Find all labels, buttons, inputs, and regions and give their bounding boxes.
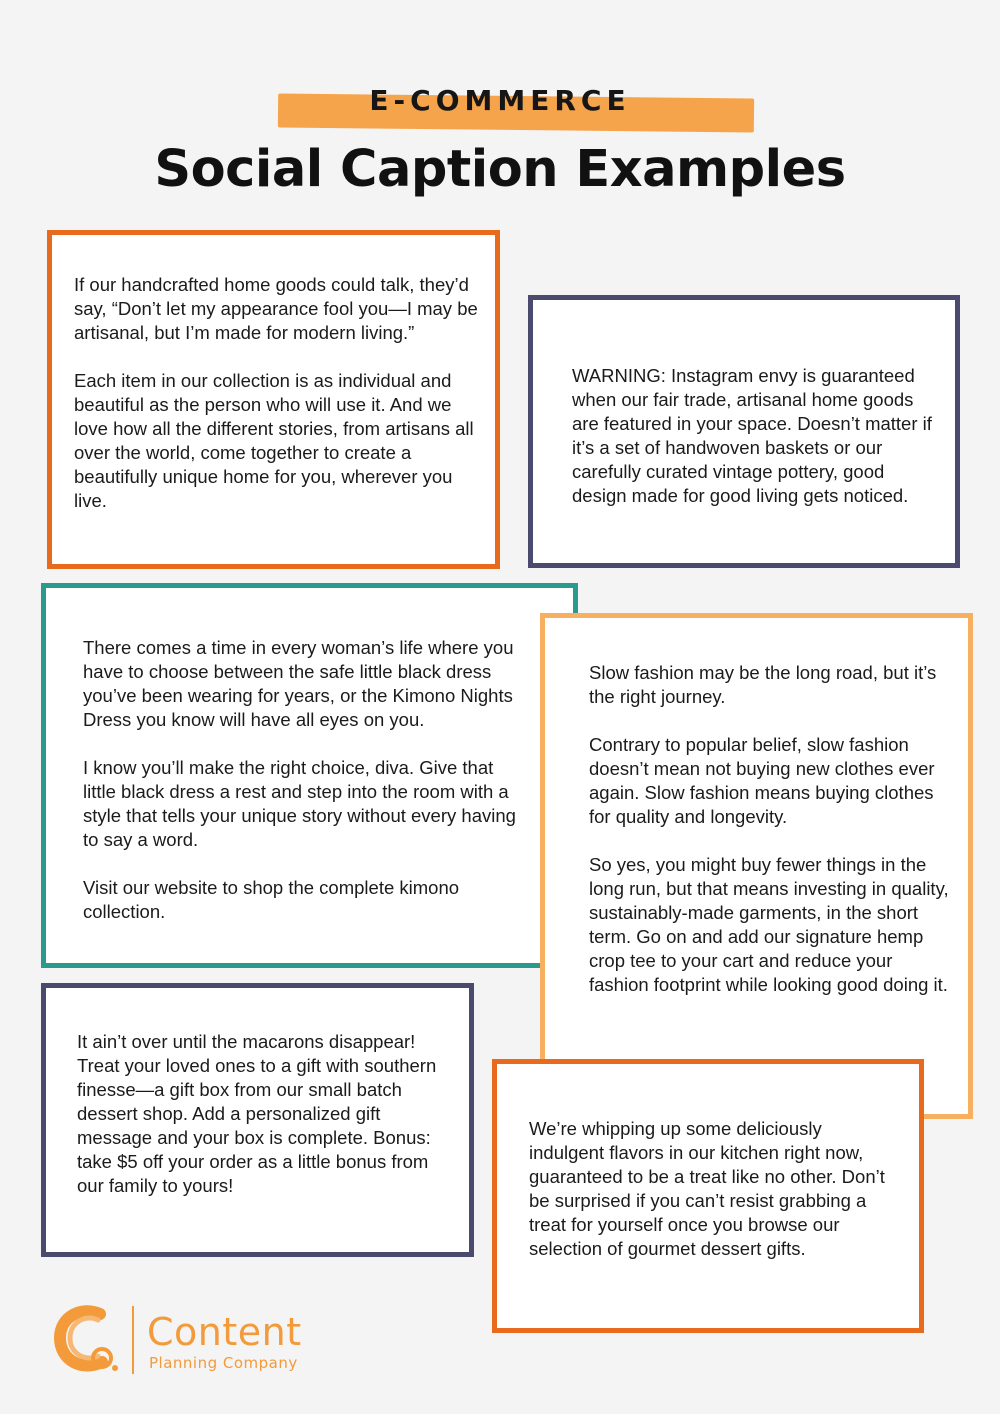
caption-paragraph: Visit our website to shop the complete kimono collection. bbox=[83, 877, 460, 922]
caption-card-macarons bbox=[41, 983, 474, 1257]
logo-wordmark: Content bbox=[147, 1310, 302, 1354]
page-title: Social Caption Examples bbox=[154, 140, 846, 199]
caption-card-slow-fashion bbox=[540, 613, 973, 1119]
caption-text bbox=[74, 273, 479, 513]
caption-text bbox=[572, 364, 932, 508]
caption-paragraph: If our handcrafted home goods could talk, they’d say, “Don’t let my appearance fool you—I may be artisanal, but I’m made for modern living.” bbox=[74, 274, 478, 343]
caption-card-kimono bbox=[41, 583, 578, 968]
caption-paragraph: It ain’t over until the macarons disappear! Treat your loved ones to a gift with southern finesse—a gift box from our small batch dessert shop. Add a personalized gift message and your box is complete. Bonus: take $5 off your order as a little bonus from our family to yours! bbox=[77, 1031, 437, 1196]
caption-text bbox=[529, 1117, 891, 1261]
content-c-logo-icon bbox=[52, 1300, 132, 1380]
caption-paragraph: We’re whipping up some deliciously indulgent flavors in our kitchen right now, guaranteed to be a treat like no other. Don’t be surprised if you can’t resist grabbing a treat for yourself once you browse our selection of gourmet dessert gifts. bbox=[529, 1118, 885, 1259]
caption-card-home-goods bbox=[47, 230, 500, 569]
caption-paragraph: I know you’ll make the right choice, diva. Give that little black dress a rest and step into the room with a style that tells your unique story without every having to say a word. bbox=[83, 757, 516, 850]
caption-text bbox=[589, 661, 951, 997]
logo-subtitle: Planning Company bbox=[149, 1354, 298, 1372]
caption-card-instagram-envy bbox=[528, 295, 960, 568]
caption-text bbox=[77, 1030, 457, 1198]
logo-divider bbox=[132, 1306, 134, 1374]
category-kicker: E-COMMERCE bbox=[369, 84, 631, 117]
caption-paragraph: There comes a time in every woman’s life where you have to choose between the safe little black dress you’ve been wearing for years, or the Kimono Nights Dress you know will have all eyes on you. bbox=[83, 637, 514, 730]
caption-paragraph: Contrary to popular belief, slow fashion doesn’t mean not buying new clothes ever again. Slow fashion means buying clothes for quality and longevity. bbox=[589, 734, 935, 827]
caption-paragraph: WARNING: Instagram envy is guaranteed when our fair trade, artisanal home goods are featured in your space. Doesn’t matter if it’s a set of handwoven baskets or our carefully curated vintage pottery, good design made for good living gets noticed. bbox=[572, 365, 932, 506]
caption-paragraph: Slow fashion may be the long road, but it’s the right journey. bbox=[589, 662, 937, 707]
caption-paragraph: So yes, you might buy fewer things in the long run, but that means investing in quality, sustainably-made garments, in the short term. Go on and add our signature hemp crop tee to your cart and reduce your fashion footprint while looking good doing it. bbox=[589, 854, 949, 995]
caption-paragraph: Each item in our collection is as individual and beautiful as the person who will use it. And we love how all the different stories, from artisans all over the world, come together to create a beautifully unique home for you, wherever you live. bbox=[74, 370, 474, 511]
caption-text bbox=[83, 636, 531, 924]
caption-card-dessert bbox=[492, 1059, 924, 1333]
